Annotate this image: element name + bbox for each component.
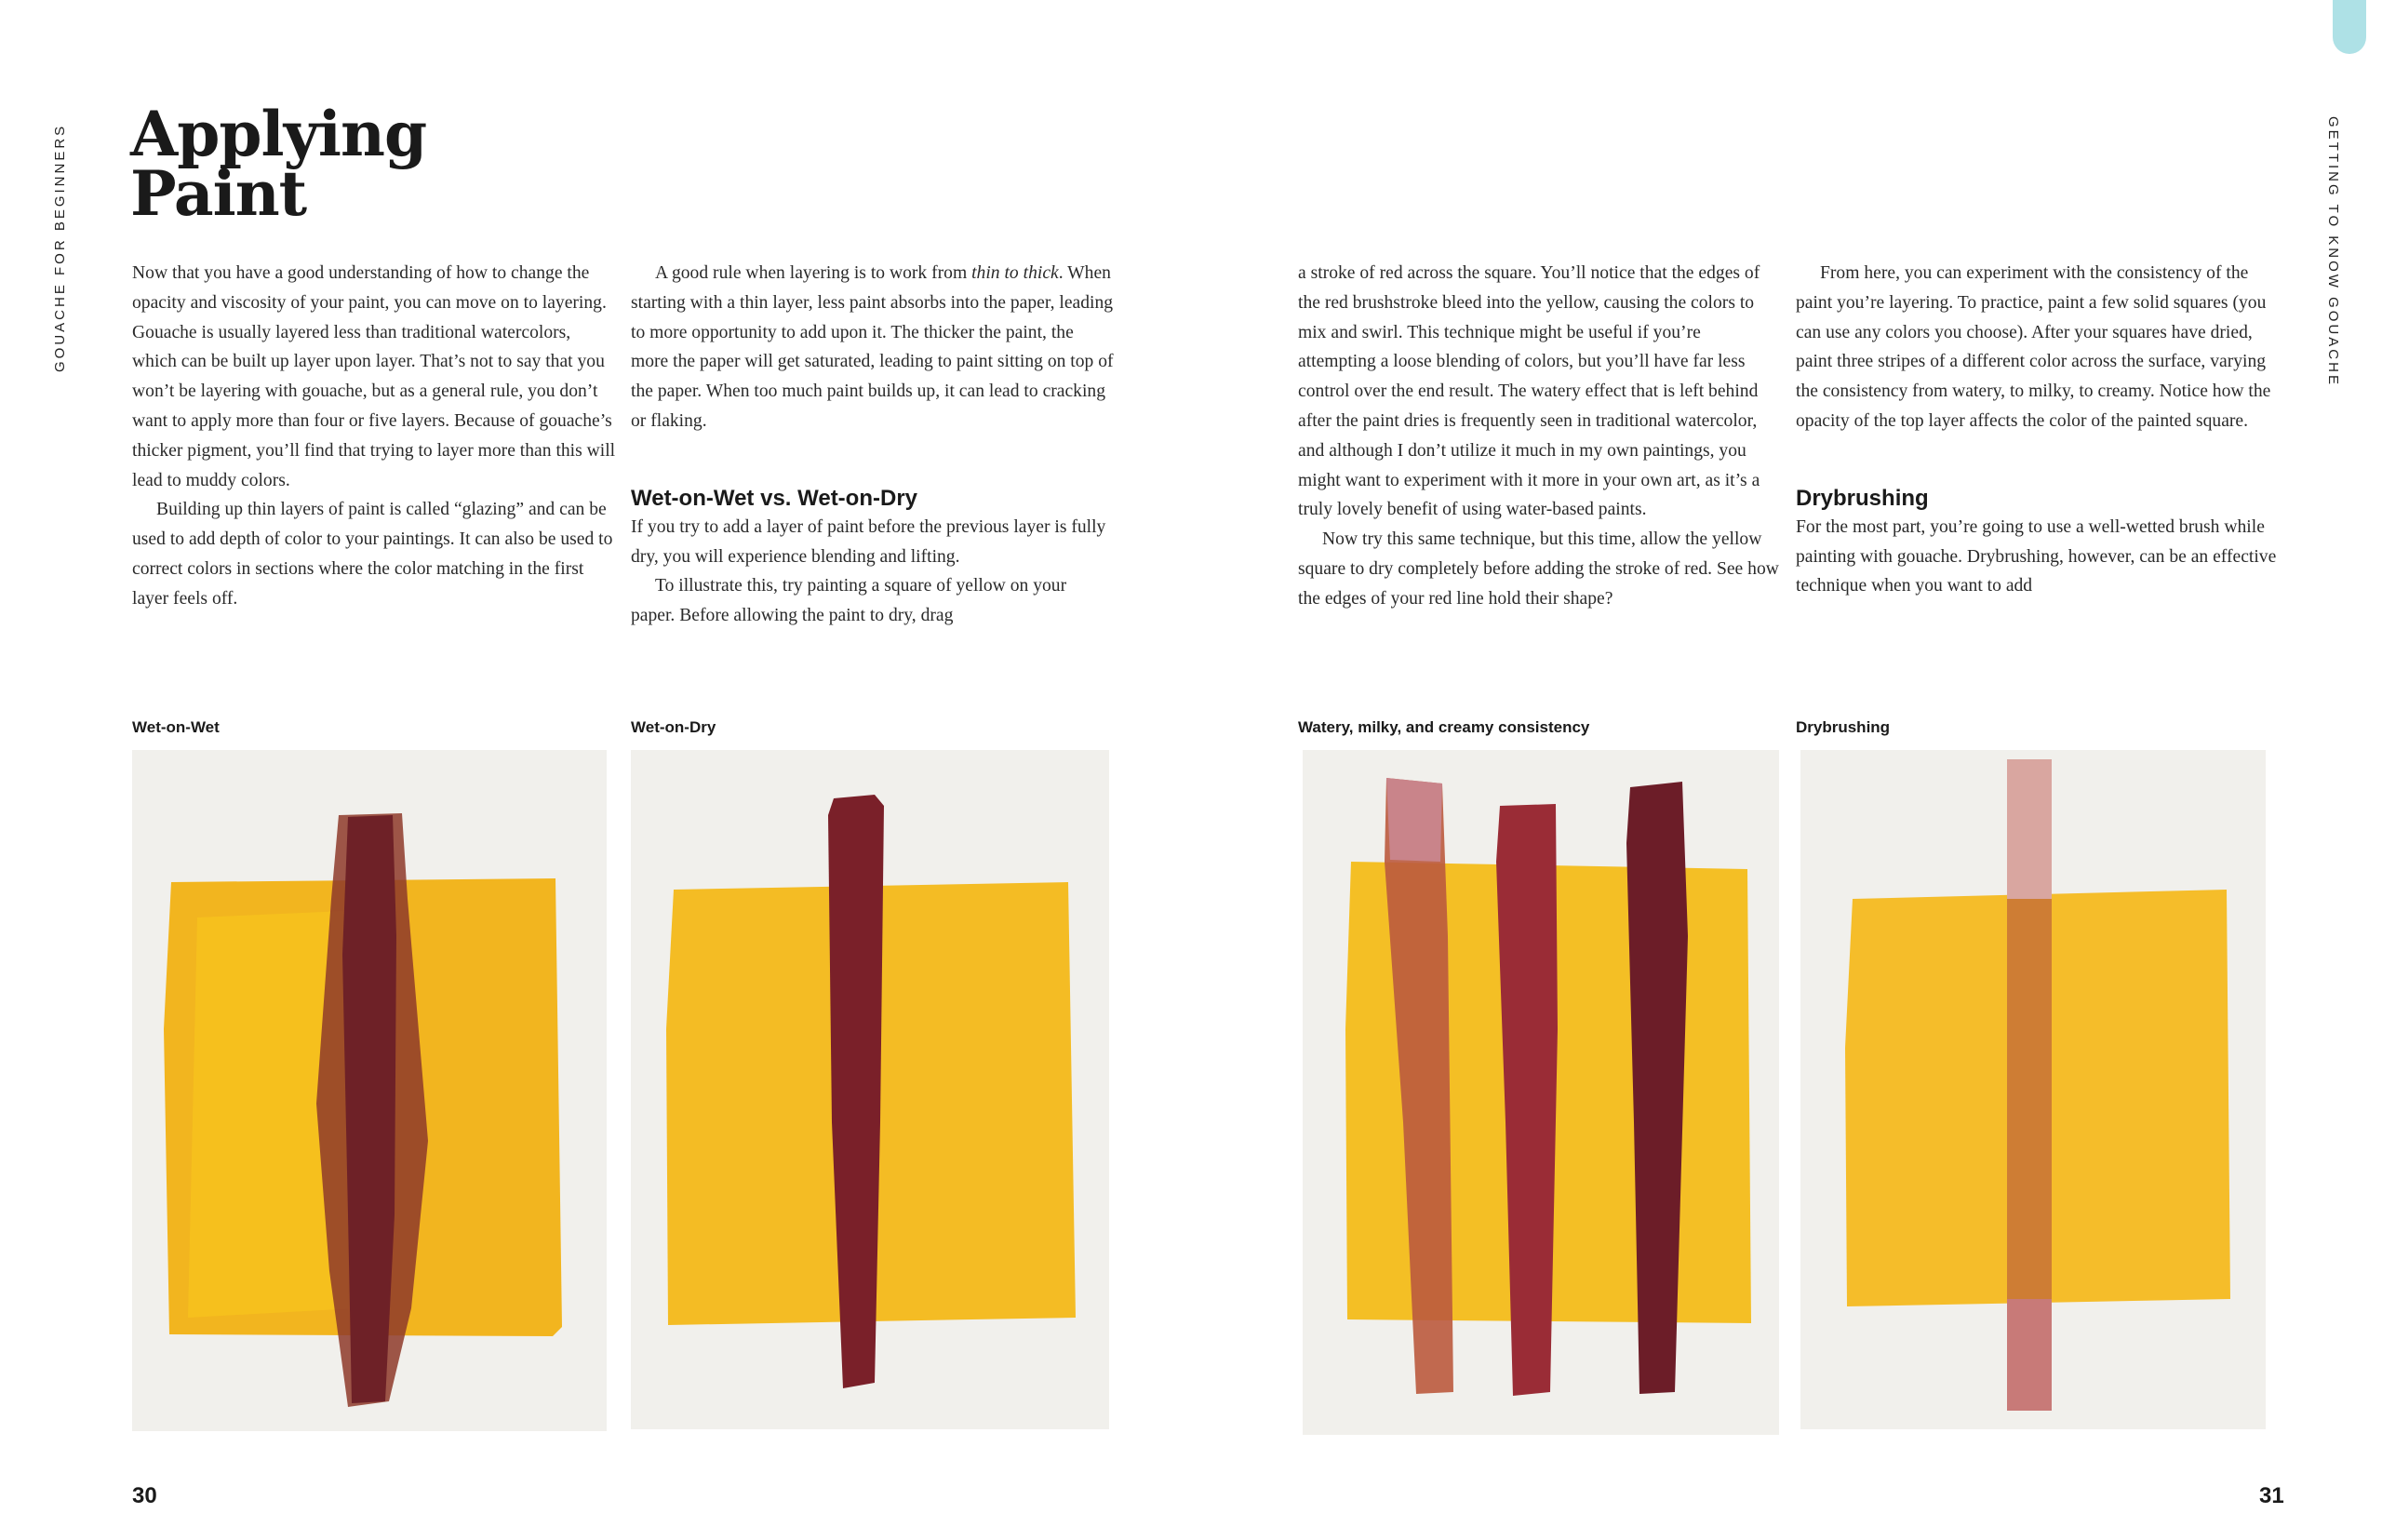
text-column-4 bbox=[1796, 259, 2284, 601]
decorative-paint-swatch bbox=[2333, 0, 2366, 54]
paragraph: For the most part, you’re going to use a well-wetted brush while painting with gouache. Drybrushing, however, can be an effective technique when you want to add bbox=[1796, 516, 2277, 596]
caption-wet-on-wet: Wet-on-Wet bbox=[132, 718, 220, 736]
page-number-left: 30 bbox=[132, 1483, 157, 1508]
consistency-painting bbox=[1303, 750, 1779, 1435]
caption-drybrushing: Drybrushing bbox=[1796, 718, 1891, 736]
wet-on-wet-painting bbox=[132, 750, 607, 1431]
text-column-2 bbox=[631, 259, 1115, 631]
photo-wet-on-dry bbox=[631, 750, 1109, 1429]
wet-on-dry-painting bbox=[631, 750, 1109, 1429]
paragraph: A good rule when layering is to work from thin to thick. When starting with a thin layer, less paint absorbs into the paper, leading to more opportunity to add upon it. The thicker the paint, the more the paper will get saturated, leading to paint sitting on top of the paper. When too much paint builds up, it can lead to cracking or flaking. bbox=[631, 263, 1114, 431]
caption-consistency: Watery, milky, and creamy consistency bbox=[1298, 718, 1590, 736]
photo-consistency bbox=[1303, 750, 1779, 1435]
running-head-right: GETTING TO KNOW GOUACHE bbox=[2325, 116, 2341, 387]
caption-wet-on-dry: Wet-on-Dry bbox=[631, 718, 716, 736]
section-heading: Wet-on-Wet vs. Wet-on-Dry bbox=[631, 485, 918, 511]
text-column-3 bbox=[1298, 259, 1782, 614]
section-heading: Drybrushing bbox=[1796, 485, 1929, 511]
emphasis: thin to thick bbox=[971, 263, 1059, 283]
photo-drybrushing bbox=[1800, 750, 2266, 1429]
watery-stroke-top bbox=[1386, 778, 1442, 862]
title-line-2: Paint bbox=[130, 157, 307, 230]
drybrushing-painting bbox=[1800, 750, 2266, 1429]
paragraph: a stroke of red across the square. You’ll notice that the edges of the red brushstroke bleed into the yellow, causing the colors to mix and swirl. This technique might be useful if you’re attempting a loose blending of colors, but you’ll have far less control over the end result. The watery effect that is left behind after the paint dries is frequently seen in traditional watercolor, and although I don’t utilize it much in my own paintings, you might want to experiment with it more in your own art, as it’s a truly lovely benefit of using water-based paints. bbox=[1298, 263, 1760, 520]
paragraph: Now try this same technique, but this time, allow the yellow square to dry completely before adding the stroke of red. See how the edges of your red line hold their shape? bbox=[1298, 529, 1779, 609]
drybrush-stripe-bottom bbox=[2007, 1299, 2052, 1411]
paragraph: To illustrate this, try painting a square of yellow on your paper. Before allowing the paint to dry, drag bbox=[631, 576, 1067, 626]
page-title bbox=[130, 98, 427, 230]
paragraph: If you try to add a layer of paint before the previous layer is fully dry, you will experience blending and lifting. bbox=[631, 516, 1106, 567]
paragraph: Now that you have a good understanding of how to change the opacity and viscosity of your paint, you can move on to layering. Gouache is usually layered less than traditional watercolors, which can be built up layer upon layer. That’s not to say that you won’t be layering with gouache, but as a general rule, you don’t want to apply more than four or five layers. Because of gouache’s thicker pigment, you’ll find that trying to layer more than this will lead to muddy colors. bbox=[132, 263, 616, 490]
text-column-1 bbox=[132, 259, 616, 614]
title-line-1: Applying bbox=[130, 98, 427, 170]
paragraph: Building up thin layers of paint is called “glazing” and can be used to add depth of color to your paintings. It can also be used to correct colors in sections where the color matching in the first layer feels off. bbox=[132, 500, 613, 609]
paragraph: From here, you can experiment with the consistency of the paint you’re layering. To practice, paint a few solid squares (you can use any colors you choose). After your squares have dried, paint three stripes of a different color across the surface, varying the consistency from watery, to milky, to creamy. Notice how the opacity of the top layer affects the color of the painted square. bbox=[1796, 263, 2271, 431]
drybrush-stripe-middle bbox=[2007, 899, 2052, 1299]
photo-wet-on-wet bbox=[132, 750, 607, 1431]
running-head-left: GOUACHE FOR BEGINNERS bbox=[52, 123, 68, 372]
drybrush-stripe-top bbox=[2007, 759, 2052, 899]
page-number-right: 31 bbox=[2259, 1483, 2284, 1508]
maroon-stroke bbox=[342, 815, 396, 1403]
